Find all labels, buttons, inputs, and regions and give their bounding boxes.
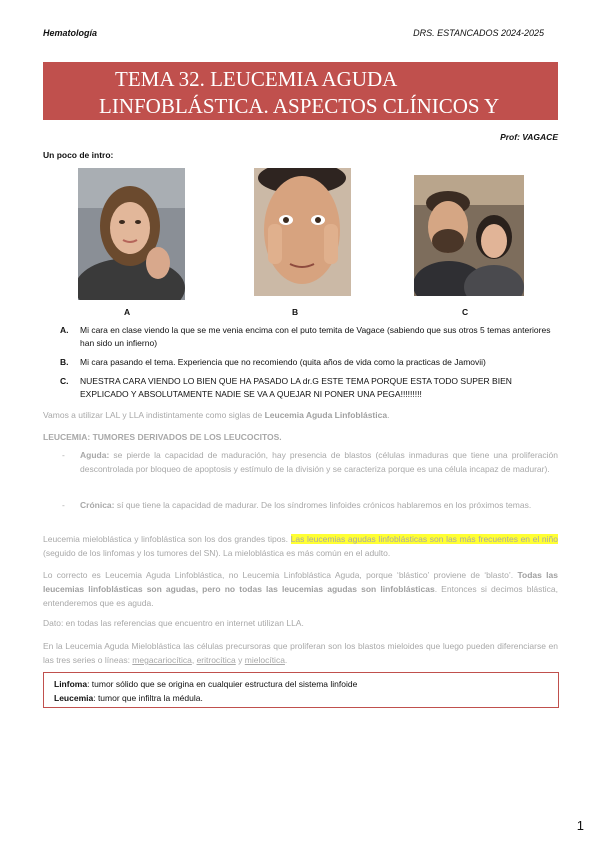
photo-b — [254, 168, 351, 296]
list-item — [60, 324, 560, 349]
definition-linfoma: Linfoma: tumor sólido que se origina en cualquier estructura del sistema linfoide — [54, 679, 358, 689]
bullet-dash: - — [62, 500, 65, 510]
list-text: Mi cara en clase viendo la que se me venia encima con el puto temita de Vagace (sabiendo que sus otros 5 temas anteriores han sido un infierno) — [80, 325, 551, 348]
intro-heading: Un poco de intro: — [43, 150, 114, 160]
paragraph-mieloblastica: En la Leucemia Aguda Mieloblástica las células precursoras que proliferan son los blastos mieloides que luego pueden diferenciarse en las tres series o líneas: megacariocítica, eritrocítica y mielocítica. — [43, 641, 558, 665]
photo-a-label: A — [124, 307, 131, 317]
list-item — [60, 375, 560, 400]
photo-b-label: B — [292, 307, 299, 317]
bullet-dash: - — [62, 450, 65, 460]
definition-leucemia: Leucemia: tumor que infiltra la médula. — [54, 693, 203, 703]
photo-c — [414, 175, 524, 296]
title-line-2: LINFOBLÁSTICA. ASPECTOS CLÍNICOS Y — [99, 94, 500, 118]
definitions-box — [43, 672, 559, 708]
photo-a — [78, 168, 185, 300]
bullet-aguda: Aguda: se pierde la capacidad de maduración, hay presencia de blastos (células inmaduras que tiene una proliferación descontrolada por bloqueo de apoptosis y estímulo de la división y se caracteriza porque es una célula incapaz de madurar). — [80, 450, 558, 474]
paragraph-nomenclatura: Lo correcto es Leucemia Aguda Linfoblástica, no Leucemia Linfoblástica Aguda, porque ‘blástico’ proviene de ‘blasto’. Todas las leucemias linfoblásticas son agudas, pero no todas las leucemias agudas son linfoblásticas. Entonces si decimos blástica, entenderemos que es aguda. — [43, 570, 558, 608]
photo-c-label: C — [462, 307, 469, 317]
list-text: NUESTRA CARA VIENDO LO BIEN QUE HA PASADO LA dr.G ESTE TEMA PORQUE ESTA TODO SUPER BIEN EXPLICADO Y ABSOLUTAMENTE NADIE SE VA A QUEJAR NI PONER UNA PEGA!!!!!!!!! — [80, 376, 512, 399]
list-marker: C. — [60, 376, 69, 386]
header-course: DRS. ESTANCADOS 2024-2025 — [413, 28, 544, 38]
title-line-1: TEMA 32. LEUCEMIA AGUDA — [115, 67, 398, 91]
list-item — [60, 356, 560, 369]
list-text: Mi cara pasando el tema. Experiencia que no recomiendo (quita años de vida como la practicas de Jamovii) — [80, 357, 486, 367]
paragraph-tipos: Leucemia mieloblástica y linfoblástica son los dos grandes tipos. Las leucemias agudas linfoblásticas son las más frecuentes en el niño (seguido de los linfomas y los tumores del SN). La mieloblástica es más común en el adulto. — [43, 534, 558, 558]
bullet-cronica: Crónica: sí que tiene la capacidad de madurar. De los síndromes linfoides crónicos hablaremos en los próximos temas. — [80, 500, 532, 510]
section-heading: LEUCEMIA: TUMORES DERIVADOS DE LOS LEUCOCITOS. — [43, 432, 282, 442]
header-subject: Hematología — [43, 28, 98, 38]
paragraph-siglas: Vamos a utilizar LAL y LLA indistintamente como siglas de Leucemia Aguda Linfoblástica. — [43, 410, 390, 420]
list-marker: B. — [60, 357, 69, 367]
professor-label: Prof: VAGACE — [500, 132, 558, 142]
list-marker: A. — [60, 325, 69, 335]
highlighted-text: Las leucemias agudas linfoblásticas son las más frecuentes en el niño — [290, 534, 558, 544]
paragraph-dato: Dato: en todas las referencias que encuentro en internet utilizan LLA. — [43, 618, 304, 628]
page-number: 1 — [576, 818, 584, 833]
title-banner — [43, 62, 558, 120]
